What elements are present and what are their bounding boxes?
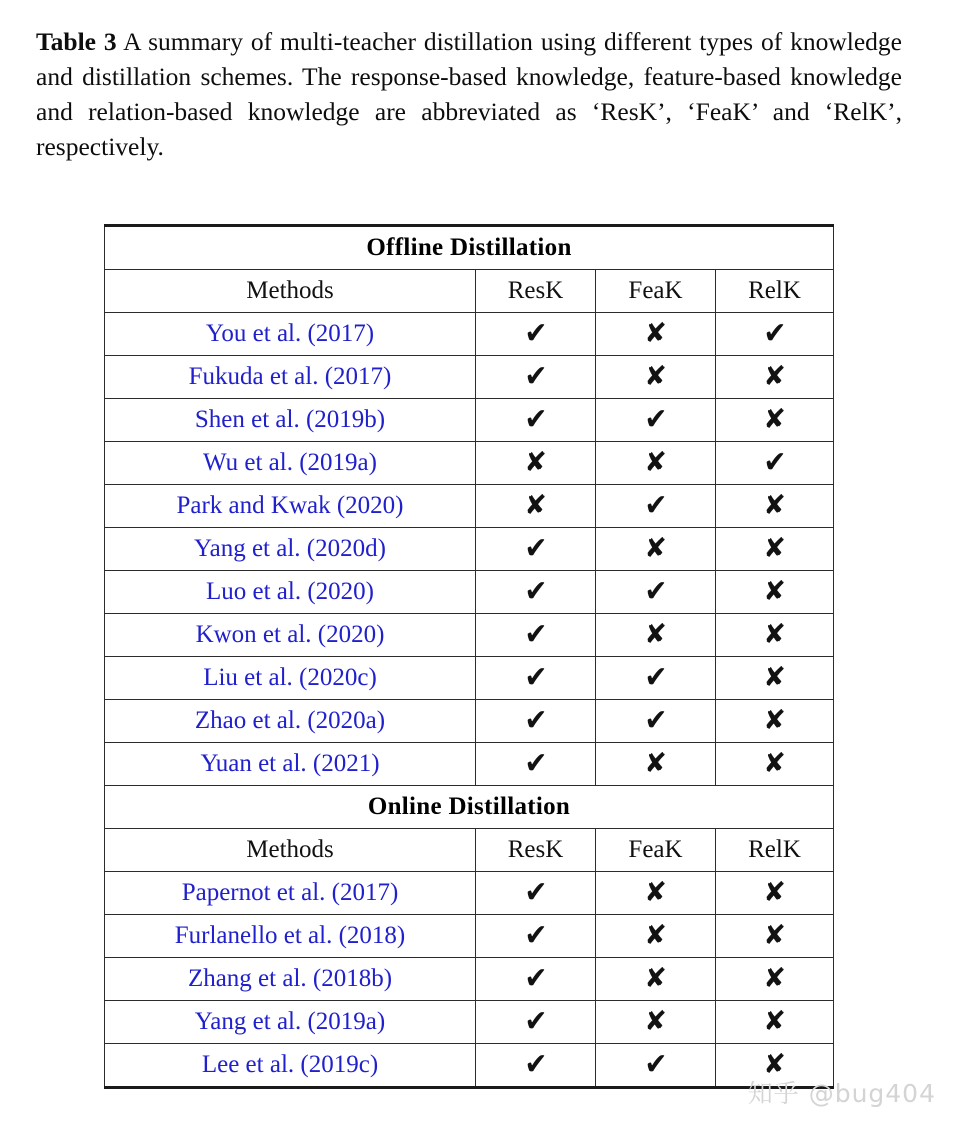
cross-icon: ✘ <box>763 576 786 607</box>
cell-resk-check-icon <box>476 528 596 571</box>
column-header-resk: ResK <box>476 270 596 313</box>
cross-icon: ✘ <box>524 490 547 521</box>
cell-resk-check-icon <box>476 399 596 442</box>
column-header-feak: FeaK <box>596 829 716 872</box>
caption-label: Table 3 <box>36 27 117 56</box>
cell-feak-cross-icon <box>596 528 716 571</box>
check-icon: ✔ <box>524 359 547 395</box>
cross-icon: ✘ <box>763 963 786 994</box>
check-icon: ✔ <box>524 746 547 782</box>
check-icon: ✔ <box>644 703 667 739</box>
cross-icon: ✘ <box>644 1006 667 1037</box>
table-row <box>105 356 834 399</box>
table-row <box>105 743 834 786</box>
method-citation-link[interactable]: Furlanello et al. (2018) <box>105 915 476 958</box>
method-citation-link[interactable]: Liu et al. (2020c) <box>105 657 476 700</box>
method-citation-link[interactable]: Zhao et al. (2020a) <box>105 700 476 743</box>
method-citation-link[interactable]: Yang et al. (2019a) <box>105 1001 476 1044</box>
table-row <box>105 571 834 614</box>
cell-feak-cross-icon <box>596 614 716 657</box>
cross-icon: ✘ <box>644 533 667 564</box>
cell-relk-cross-icon <box>716 743 834 786</box>
cross-icon: ✘ <box>524 447 547 478</box>
cell-resk-cross-icon <box>476 485 596 528</box>
method-citation-link[interactable]: Kwon et al. (2020) <box>105 614 476 657</box>
method-citation-link[interactable]: Yuan et al. (2021) <box>105 743 476 786</box>
table-row <box>105 614 834 657</box>
cell-relk-check-icon <box>716 313 834 356</box>
table-row <box>105 958 834 1001</box>
cross-icon: ✘ <box>644 619 667 650</box>
cross-icon: ✘ <box>763 361 786 392</box>
method-citation-link[interactable]: Yang et al. (2020d) <box>105 528 476 571</box>
cell-relk-cross-icon <box>716 614 834 657</box>
cell-resk-check-icon <box>476 700 596 743</box>
table-row <box>105 442 834 485</box>
table-row <box>105 915 834 958</box>
cell-resk-check-icon <box>476 657 596 700</box>
check-icon: ✔ <box>524 617 547 653</box>
cross-icon: ✘ <box>763 1049 786 1080</box>
cell-resk-check-icon <box>476 1044 596 1088</box>
table-container <box>104 224 833 1089</box>
check-icon: ✔ <box>524 703 547 739</box>
table-row <box>105 700 834 743</box>
cell-feak-check-icon <box>596 1044 716 1088</box>
check-icon: ✔ <box>644 574 667 610</box>
watermark: 知乎 @bug404 <box>747 1079 936 1108</box>
method-citation-link[interactable]: Fukuda et al. (2017) <box>105 356 476 399</box>
method-citation-link[interactable]: Park and Kwak (2020) <box>105 485 476 528</box>
column-header-feak: FeaK <box>596 270 716 313</box>
cell-feak-check-icon <box>596 657 716 700</box>
cross-icon: ✘ <box>763 662 786 693</box>
cell-resk-check-icon <box>476 915 596 958</box>
check-icon: ✔ <box>524 574 547 610</box>
distillation-summary-table <box>104 224 834 1089</box>
cell-relk-check-icon <box>716 442 834 485</box>
check-icon: ✔ <box>763 316 786 352</box>
caption-text: A summary of multi-teacher distillation using different types of knowledge and distillation schemes. The response-based knowledge, feature-based knowledge and relation-based knowledge are abbreviated as ‘ResK’, ‘FeaK’ and ‘RelK’, respectively. <box>36 27 902 161</box>
cross-icon: ✘ <box>644 920 667 951</box>
table-row <box>105 1044 834 1088</box>
table-row <box>105 485 834 528</box>
check-icon: ✔ <box>524 1004 547 1040</box>
cell-feak-cross-icon <box>596 915 716 958</box>
column-header-relk: RelK <box>716 270 834 313</box>
check-icon: ✔ <box>763 445 786 481</box>
cell-resk-check-icon <box>476 571 596 614</box>
cross-icon: ✘ <box>763 533 786 564</box>
section-title: Online Distillation <box>105 786 834 829</box>
cell-relk-cross-icon <box>716 1001 834 1044</box>
check-icon: ✔ <box>524 316 547 352</box>
cross-icon: ✘ <box>763 705 786 736</box>
method-citation-link[interactable]: Luo et al. (2020) <box>105 571 476 614</box>
column-header-row <box>105 270 834 313</box>
cell-feak-cross-icon <box>596 442 716 485</box>
cell-relk-cross-icon <box>716 657 834 700</box>
table-row <box>105 657 834 700</box>
cross-icon: ✘ <box>763 490 786 521</box>
table-row <box>105 399 834 442</box>
cell-relk-cross-icon <box>716 700 834 743</box>
cell-feak-cross-icon <box>596 872 716 915</box>
cross-icon: ✘ <box>763 1006 786 1037</box>
table-row <box>105 1001 834 1044</box>
cell-relk-cross-icon <box>716 872 834 915</box>
cell-feak-check-icon <box>596 485 716 528</box>
cell-relk-cross-icon <box>716 958 834 1001</box>
check-icon: ✔ <box>524 918 547 954</box>
method-citation-link[interactable]: Shen et al. (2019b) <box>105 399 476 442</box>
cell-relk-cross-icon <box>716 915 834 958</box>
cell-feak-check-icon <box>596 571 716 614</box>
table-row <box>105 313 834 356</box>
check-icon: ✔ <box>644 1047 667 1083</box>
cell-resk-check-icon <box>476 872 596 915</box>
cross-icon: ✘ <box>763 404 786 435</box>
column-header-row <box>105 829 834 872</box>
cell-relk-cross-icon <box>716 528 834 571</box>
table-caption <box>36 24 902 164</box>
check-icon: ✔ <box>524 402 547 438</box>
method-citation-link[interactable]: Zhang et al. (2018b) <box>105 958 476 1001</box>
column-header-relk: RelK <box>716 829 834 872</box>
check-icon: ✔ <box>524 961 547 997</box>
column-header-resk: ResK <box>476 829 596 872</box>
method-citation-link[interactable]: Lee et al. (2019c) <box>105 1044 476 1088</box>
method-citation-link[interactable]: You et al. (2017) <box>105 313 476 356</box>
cell-feak-cross-icon <box>596 1001 716 1044</box>
cell-feak-check-icon <box>596 399 716 442</box>
section-header-row <box>105 226 834 270</box>
cross-icon: ✘ <box>644 318 667 349</box>
cell-resk-check-icon <box>476 743 596 786</box>
cross-icon: ✘ <box>644 877 667 908</box>
cross-icon: ✘ <box>644 963 667 994</box>
cell-feak-cross-icon <box>596 958 716 1001</box>
column-header-methods: Methods <box>105 270 476 313</box>
check-icon: ✔ <box>524 875 547 911</box>
cell-relk-cross-icon <box>716 571 834 614</box>
cell-resk-check-icon <box>476 356 596 399</box>
cell-resk-check-icon <box>476 958 596 1001</box>
cross-icon: ✘ <box>644 361 667 392</box>
section-title: Offline Distillation <box>105 226 834 270</box>
section-header-row <box>105 786 834 829</box>
check-icon: ✔ <box>524 660 547 696</box>
cell-feak-check-icon <box>596 700 716 743</box>
cell-feak-cross-icon <box>596 356 716 399</box>
cell-feak-cross-icon <box>596 743 716 786</box>
table-body <box>105 226 834 1088</box>
cell-relk-cross-icon <box>716 356 834 399</box>
cross-icon: ✘ <box>644 447 667 478</box>
cell-resk-check-icon <box>476 614 596 657</box>
column-header-methods: Methods <box>105 829 476 872</box>
check-icon: ✔ <box>644 488 667 524</box>
cross-icon: ✘ <box>763 748 786 779</box>
cross-icon: ✘ <box>763 920 786 951</box>
check-icon: ✔ <box>524 1047 547 1083</box>
cell-feak-cross-icon <box>596 313 716 356</box>
cell-resk-check-icon <box>476 313 596 356</box>
cross-icon: ✘ <box>644 748 667 779</box>
check-icon: ✔ <box>524 531 547 567</box>
table-row <box>105 872 834 915</box>
cell-relk-cross-icon <box>716 399 834 442</box>
cell-resk-cross-icon <box>476 442 596 485</box>
check-icon: ✔ <box>644 402 667 438</box>
method-citation-link[interactable]: Wu et al. (2019a) <box>105 442 476 485</box>
method-citation-link[interactable]: Papernot et al. (2017) <box>105 872 476 915</box>
cross-icon: ✘ <box>763 619 786 650</box>
cross-icon: ✘ <box>763 877 786 908</box>
table-row <box>105 528 834 571</box>
check-icon: ✔ <box>644 660 667 696</box>
cell-relk-cross-icon <box>716 485 834 528</box>
cell-resk-check-icon <box>476 1001 596 1044</box>
